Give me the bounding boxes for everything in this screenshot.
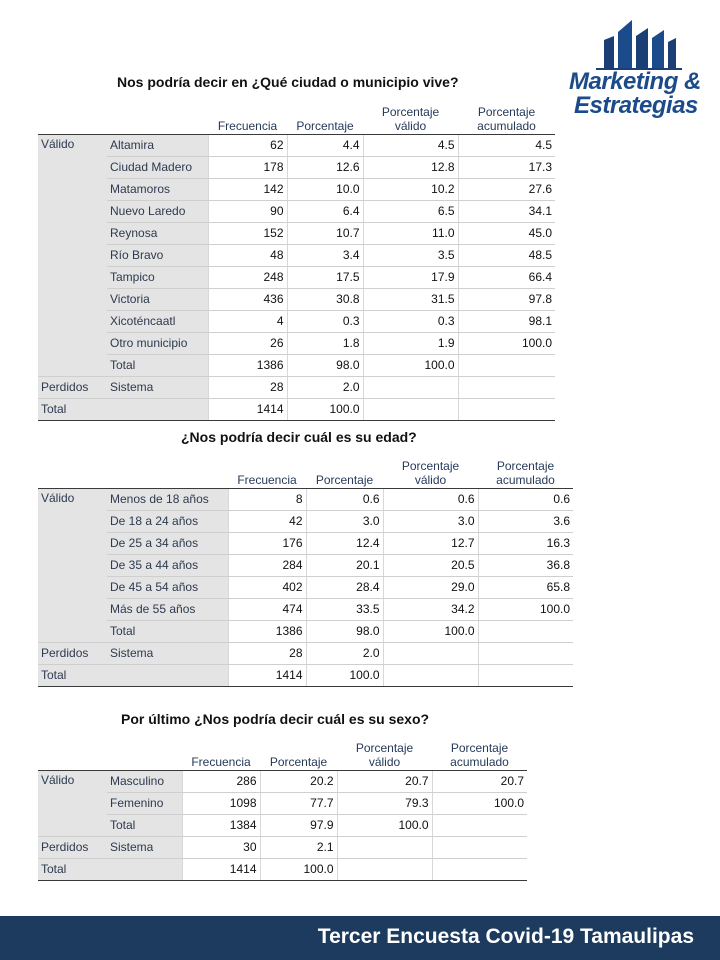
- porcentaje-valido-cell: 100.0: [383, 620, 478, 642]
- table-row: [38, 770, 527, 792]
- porcentaje-cell: 2.0: [306, 642, 383, 664]
- empty-cell: [432, 836, 527, 858]
- porcentaje-acumulado-cell: 66.4: [458, 266, 555, 288]
- row-label: Total: [107, 814, 182, 836]
- porcentaje-valido-cell: 20.7: [337, 770, 432, 792]
- porcentaje-valido-cell: 79.3: [337, 792, 432, 814]
- porcentaje-valido-cell: 31.5: [363, 288, 458, 310]
- header-porcentaje-valido: [363, 96, 458, 134]
- ciudad-table-title: Nos podría decir en ¿Qué ciudad o municipio vive?: [117, 74, 459, 90]
- porcentaje-valido-cell: 10.2: [363, 178, 458, 200]
- porcentaje-acumulado-cell: 20.7: [432, 770, 527, 792]
- frecuencia-cell: 62: [208, 134, 287, 156]
- header-line: Porcentaje: [477, 104, 536, 119]
- empty-cell: [383, 664, 478, 686]
- porcentaje-cell: 20.2: [260, 770, 337, 792]
- porcentaje-acumulado-cell: [432, 814, 527, 836]
- porcentaje-cell: 10.0: [287, 178, 363, 200]
- porcentaje-cell: 12.4: [306, 532, 383, 554]
- porcentaje-valido-cell: 3.5: [363, 244, 458, 266]
- frecuencia-cell: 474: [228, 598, 306, 620]
- table-row: [38, 266, 555, 288]
- frecuencia-cell: 248: [208, 266, 287, 288]
- header-line: acumulado: [450, 754, 509, 769]
- porcentaje-valido-cell: 100.0: [363, 354, 458, 376]
- table-row: [38, 200, 555, 222]
- porcentaje-acumulado-cell: 17.3: [458, 156, 555, 178]
- porcentaje-cell: 12.6: [287, 156, 363, 178]
- frecuencia-cell: 1414: [182, 858, 260, 880]
- group-label-perdidos: Perdidos: [38, 836, 107, 858]
- row-label: Xicoténcaatl: [107, 310, 208, 332]
- frecuencia-cell: 176: [228, 532, 306, 554]
- row-label: De 35 a 44 años: [107, 554, 228, 576]
- frecuencia-cell: 1386: [228, 620, 306, 642]
- header-line: válido: [394, 118, 427, 133]
- table-row: [38, 532, 573, 554]
- header-line: acumulado: [496, 472, 555, 487]
- logo-line-2: Estrategias: [574, 92, 698, 119]
- porcentaje-cell: 3.4: [287, 244, 363, 266]
- row-label: Victoria: [107, 288, 208, 310]
- table-row: [38, 156, 555, 178]
- porcentaje-valido-cell: 6.5: [363, 200, 458, 222]
- porcentaje-valido-cell: 3.0: [383, 510, 478, 532]
- porcentaje-valido-cell: 11.0: [363, 222, 458, 244]
- porcentaje-acumulado-cell: [458, 354, 555, 376]
- frecuencia-cell: 90: [208, 200, 287, 222]
- porcentaje-cell: 30.8: [287, 288, 363, 310]
- table-row: [38, 814, 527, 836]
- group-label-valido: Válido: [38, 488, 107, 642]
- table-row: [38, 792, 527, 814]
- row-label: Masculino: [107, 770, 182, 792]
- porcentaje-cell: 2.1: [260, 836, 337, 858]
- frecuencia-cell: 1414: [208, 398, 287, 420]
- frecuencia-cell: 286: [182, 770, 260, 792]
- frecuencia-cell: 152: [208, 222, 287, 244]
- empty-cell: [337, 836, 432, 858]
- table-row: [38, 510, 573, 532]
- porcentaje-cell: 6.4: [287, 200, 363, 222]
- group-label-perdidos: Perdidos: [38, 642, 107, 664]
- row-label: Total: [107, 354, 208, 376]
- frecuencia-cell: 8: [228, 488, 306, 510]
- table-row: [38, 332, 555, 354]
- row-label: Sistema: [107, 836, 182, 858]
- row-label: Matamoros: [107, 178, 208, 200]
- frecuencia-cell: 1386: [208, 354, 287, 376]
- frecuencia-cell: 142: [208, 178, 287, 200]
- header-porcentaje-acumulado: [478, 450, 573, 488]
- empty-cell: [478, 664, 573, 686]
- header-line: válido: [368, 754, 401, 769]
- row-label: Sistema: [107, 642, 228, 664]
- frecuencia-cell: 28: [208, 376, 287, 398]
- header-line: válido: [414, 472, 447, 487]
- porcentaje-valido-cell: 20.5: [383, 554, 478, 576]
- porcentaje-cell: 20.1: [306, 554, 383, 576]
- row-label: Reynosa: [107, 222, 208, 244]
- header-porcentaje-acumulado: [432, 732, 527, 770]
- porcentaje-cell: 97.9: [260, 814, 337, 836]
- header-blank: [38, 450, 228, 488]
- frecuencia-cell: 42: [228, 510, 306, 532]
- group-label-total: Total: [38, 664, 228, 686]
- frecuencia-cell: 48: [208, 244, 287, 266]
- frecuencia-cell: 26: [208, 332, 287, 354]
- group-label-valido: Válido: [38, 770, 107, 836]
- empty-cell: [383, 642, 478, 664]
- table-row: [38, 376, 555, 398]
- sexo-frequency-table: [38, 732, 527, 881]
- row-label: Menos de 18 años: [107, 488, 228, 510]
- frecuencia-cell: 402: [228, 576, 306, 598]
- porcentaje-valido-cell: 12.7: [383, 532, 478, 554]
- porcentaje-acumulado-cell: [478, 620, 573, 642]
- empty-cell: [458, 376, 555, 398]
- header-frecuencia: Frecuencia: [182, 732, 260, 770]
- group-label-valido: Válido: [38, 134, 107, 376]
- porcentaje-valido-cell: 1.9: [363, 332, 458, 354]
- porcentaje-valido-cell: 12.8: [363, 156, 458, 178]
- empty-cell: [478, 642, 573, 664]
- row-label: Altamira: [107, 134, 208, 156]
- porcentaje-acumulado-cell: 65.8: [478, 576, 573, 598]
- porcentaje-valido-cell: 34.2: [383, 598, 478, 620]
- porcentaje-cell: 4.4: [287, 134, 363, 156]
- table-row: [38, 354, 555, 376]
- frecuencia-cell: 4: [208, 310, 287, 332]
- buildings-icon: [568, 18, 710, 70]
- edad-frequency-table: [38, 450, 573, 687]
- header-frecuencia: Frecuencia: [208, 96, 287, 134]
- table-row: [38, 310, 555, 332]
- group-label-total: Total: [38, 858, 182, 880]
- porcentaje-valido-cell: 0.6: [383, 488, 478, 510]
- table-row: [38, 134, 555, 156]
- frecuencia-cell: 1384: [182, 814, 260, 836]
- porcentaje-acumulado-cell: 100.0: [478, 598, 573, 620]
- porcentaje-cell: 28.4: [306, 576, 383, 598]
- frecuencia-cell: 178: [208, 156, 287, 178]
- row-label: Otro municipio: [107, 332, 208, 354]
- porcentaje-acumulado-cell: 36.8: [478, 554, 573, 576]
- porcentaje-cell: 98.0: [306, 620, 383, 642]
- porcentaje-acumulado-cell: 45.0: [458, 222, 555, 244]
- row-label: Ciudad Madero: [107, 156, 208, 178]
- table-row: [38, 598, 573, 620]
- edad-table-title: ¿Nos podría decir cuál es su edad?: [181, 429, 417, 445]
- porcentaje-acumulado-cell: 97.8: [458, 288, 555, 310]
- table-row: [38, 178, 555, 200]
- porcentaje-cell: 77.7: [260, 792, 337, 814]
- row-label: De 25 a 34 años: [107, 532, 228, 554]
- header-porcentaje-acumulado: [458, 96, 555, 134]
- row-label: Total: [107, 620, 228, 642]
- header-line: Porcentaje: [496, 458, 555, 473]
- porcentaje-acumulado-cell: 4.5: [458, 134, 555, 156]
- header-line: Porcentaje: [381, 104, 440, 119]
- porcentaje-valido-cell: 29.0: [383, 576, 478, 598]
- table-row-total: [38, 398, 555, 420]
- table-row: [38, 642, 573, 664]
- sexo-table-title: Por último ¿Nos podría decir cuál es su sexo?: [121, 711, 430, 727]
- table-row: [38, 836, 527, 858]
- table-row-total: [38, 858, 527, 880]
- header-blank: [38, 732, 182, 770]
- group-label-total: Total: [38, 398, 208, 420]
- ciudad-frequency-table: [38, 96, 555, 421]
- porcentaje-cell: 0.3: [287, 310, 363, 332]
- table-row: [38, 222, 555, 244]
- porcentaje-acumulado-cell: 3.6: [478, 510, 573, 532]
- frecuencia-cell: 1414: [228, 664, 306, 686]
- porcentaje-cell: 1.8: [287, 332, 363, 354]
- footer-banner: [0, 916, 720, 960]
- header-line: Porcentaje: [355, 740, 414, 755]
- row-label: Femenino: [107, 792, 182, 814]
- table-row: [38, 554, 573, 576]
- porcentaje-valido-cell: 0.3: [363, 310, 458, 332]
- porcentaje-cell: 98.0: [287, 354, 363, 376]
- table-row: [38, 488, 573, 510]
- porcentaje-cell: 17.5: [287, 266, 363, 288]
- frecuencia-cell: 284: [228, 554, 306, 576]
- porcentaje-cell: 100.0: [287, 398, 363, 420]
- row-label: Más de 55 años: [107, 598, 228, 620]
- porcentaje-acumulado-cell: 48.5: [458, 244, 555, 266]
- porcentaje-cell: 33.5: [306, 598, 383, 620]
- row-label: Nuevo Laredo: [107, 200, 208, 222]
- row-label: De 45 a 54 años: [107, 576, 228, 598]
- porcentaje-acumulado-cell: 98.1: [458, 310, 555, 332]
- porcentaje-cell: 2.0: [287, 376, 363, 398]
- header-blank: [38, 96, 208, 134]
- header-frecuencia: Frecuencia: [228, 450, 306, 488]
- porcentaje-valido-cell: 4.5: [363, 134, 458, 156]
- porcentaje-valido-cell: 17.9: [363, 266, 458, 288]
- row-label: Río Bravo: [107, 244, 208, 266]
- header-porcentaje-valido: [337, 732, 432, 770]
- frecuencia-cell: 28: [228, 642, 306, 664]
- frecuencia-cell: 1098: [182, 792, 260, 814]
- table-row: [38, 620, 573, 642]
- frecuencia-cell: 436: [208, 288, 287, 310]
- empty-cell: [458, 398, 555, 420]
- header-porcentaje: Porcentaje: [260, 732, 337, 770]
- porcentaje-cell: 100.0: [306, 664, 383, 686]
- empty-cell: [432, 858, 527, 880]
- empty-cell: [363, 376, 458, 398]
- empty-cell: [337, 858, 432, 880]
- porcentaje-cell: 0.6: [306, 488, 383, 510]
- header-porcentaje: Porcentaje: [287, 96, 363, 134]
- header-line: Porcentaje: [401, 458, 460, 473]
- row-label: De 18 a 24 años: [107, 510, 228, 532]
- porcentaje-acumulado-cell: 27.6: [458, 178, 555, 200]
- table-row: [38, 576, 573, 598]
- porcentaje-cell: 3.0: [306, 510, 383, 532]
- porcentaje-acumulado-cell: 16.3: [478, 532, 573, 554]
- frecuencia-cell: 30: [182, 836, 260, 858]
- row-label: Tampico: [107, 266, 208, 288]
- logo-line-1: Marketing &: [569, 68, 701, 95]
- row-label: Sistema: [107, 376, 208, 398]
- porcentaje-acumulado-cell: 34.1: [458, 200, 555, 222]
- table-row: [38, 244, 555, 266]
- porcentaje-acumulado-cell: 100.0: [432, 792, 527, 814]
- porcentaje-acumulado-cell: 100.0: [458, 332, 555, 354]
- marketing-estrategias-logo: [568, 18, 710, 122]
- table-row-total: [38, 664, 573, 686]
- footer-title: Tercer Encuesta Covid-19 Tamaulipas: [317, 925, 694, 948]
- table-row: [38, 288, 555, 310]
- empty-cell: [363, 398, 458, 420]
- porcentaje-valido-cell: 100.0: [337, 814, 432, 836]
- header-porcentaje: Porcentaje: [306, 450, 383, 488]
- header-line: Porcentaje: [450, 740, 509, 755]
- header-line: acumulado: [477, 118, 536, 133]
- group-label-perdidos: Perdidos: [38, 376, 107, 398]
- porcentaje-cell: 10.7: [287, 222, 363, 244]
- porcentaje-acumulado-cell: 0.6: [478, 488, 573, 510]
- header-porcentaje-valido: [383, 450, 478, 488]
- porcentaje-cell: 100.0: [260, 858, 337, 880]
